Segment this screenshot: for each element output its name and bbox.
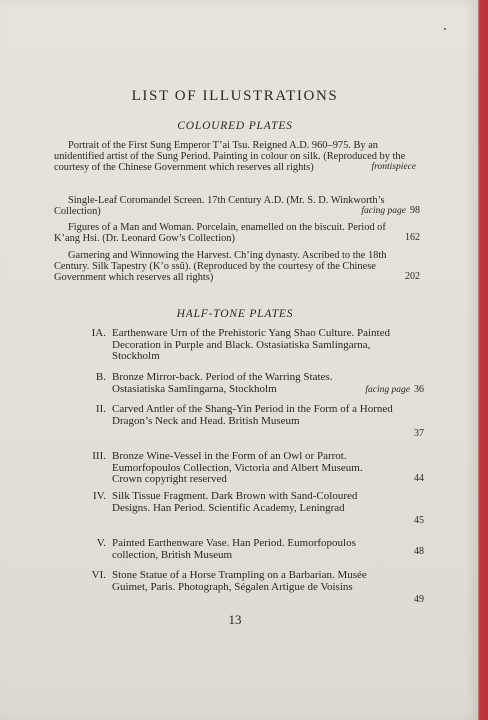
- page-speck: [444, 28, 446, 30]
- plate-number: B.: [95, 371, 106, 383]
- coloured-entry-4: [54, 250, 420, 283]
- entry-page-ref: [414, 428, 424, 440]
- page-number-ref: 44: [414, 473, 424, 484]
- page-label: frontispiece: [371, 162, 416, 172]
- entry-text: Bronze Mirror-back. Period of the Warring States. Ostasiatiska Samlingarna, Stockholm: [112, 371, 333, 395]
- plate-number: II.: [95, 403, 106, 415]
- entry-text: Single-Leaf Coromandel Screen. 17th Century A.D. (Mr. S. D. Winkworth’s Collection): [54, 195, 385, 217]
- plate-number: IV.: [93, 490, 106, 502]
- coloured-plates-heading: COLOURED PLATES: [177, 120, 293, 132]
- page-number-ref: 36: [414, 384, 424, 395]
- page-number-ref: 202: [405, 271, 420, 282]
- entry-text: Garnering and Winnowing the Harvest. Ch’ing dynasty. Ascribed to the 18th Century. Silk Tapestry (K’o ssŭ). (Reproduced by the courtesy of the Chinese Government which reserves all rights): [54, 250, 387, 283]
- page-label: facing page: [361, 206, 406, 216]
- halftone-plates-heading: HALF-TONE PLATES: [176, 308, 294, 320]
- entry-text: Stone Statue of a Horse Trampling on a Barbarian. Musée Guimet, Paris. Photograph, Ségalen Artigue de Voisins: [112, 569, 367, 593]
- page-number-ref: 48: [414, 546, 424, 557]
- entry-page-ref: [401, 232, 420, 244]
- entry-page-ref: [414, 546, 424, 558]
- entry-page-ref: [372, 161, 421, 173]
- entry-text: Carved Antler of the Shang-Yin Period in the Form of a Horned Dragon’s Neck and Head. British Museum: [112, 403, 393, 427]
- entry-text: Portrait of the First Sung Emperor T’ai Tsu. Reigned A.D. 960–975. By an unidentified artist of the Sung Period. Painting in colour on silk. (Reproduced by the courtesy of the Chinese Government which reserves all rights): [54, 140, 406, 173]
- entry-page-ref: [414, 473, 424, 485]
- entry-text: Bronze Wine-Vessel in the Form of an Owl or Parrot. Eumorfopoulos Collection, Victoria and Albert Museum. Crown copyright reserved: [112, 450, 363, 486]
- plate-number: IA.: [91, 327, 106, 339]
- page-number-ref: 98: [410, 205, 420, 216]
- coloured-entry-3: [54, 222, 420, 244]
- entry-page-ref: [414, 515, 424, 527]
- entry-text: Painted Earthenware Vase. Han Period. Eumorfopoulos collection, British Museum: [112, 537, 356, 561]
- plate-number: III.: [92, 450, 106, 462]
- page-number-ref: 37: [414, 428, 424, 439]
- page-label: facing page: [365, 385, 410, 395]
- page-number: 13: [228, 612, 242, 627]
- entry-text: Figures of a Man and Woman. Porcelain, enamelled on the biscuit. Period of K’ang Hsi. (Dr. Leonard Gow’s Collection): [54, 222, 386, 244]
- plate-number: V.: [96, 537, 106, 549]
- entry-page-ref: [414, 594, 424, 606]
- plate-number: VI.: [91, 569, 106, 581]
- page-number-ref: 45: [414, 515, 424, 526]
- page-title: LIST OF ILLUSTRATIONS: [131, 88, 339, 104]
- entry-page-ref: [361, 205, 420, 217]
- page-number-ref: 49: [414, 594, 424, 605]
- entry-page-ref: [401, 271, 420, 283]
- coloured-entry-1: [54, 140, 420, 173]
- entry-text: Earthenware Urn of the Prehistoric Yang Shao Culture. Painted Decoration in Purple and Black. Ostasiatiska Samlingarna, Stockholm: [112, 327, 390, 363]
- page-number-ref: 162: [405, 232, 420, 243]
- coloured-entry-2: [54, 195, 420, 217]
- entry-text: Silk Tissue Fragment. Dark Brown with Sand-Coloured Designs. Han Period. Scientific Academy, Leningrad: [112, 490, 358, 514]
- entry-page-ref: [365, 384, 424, 397]
